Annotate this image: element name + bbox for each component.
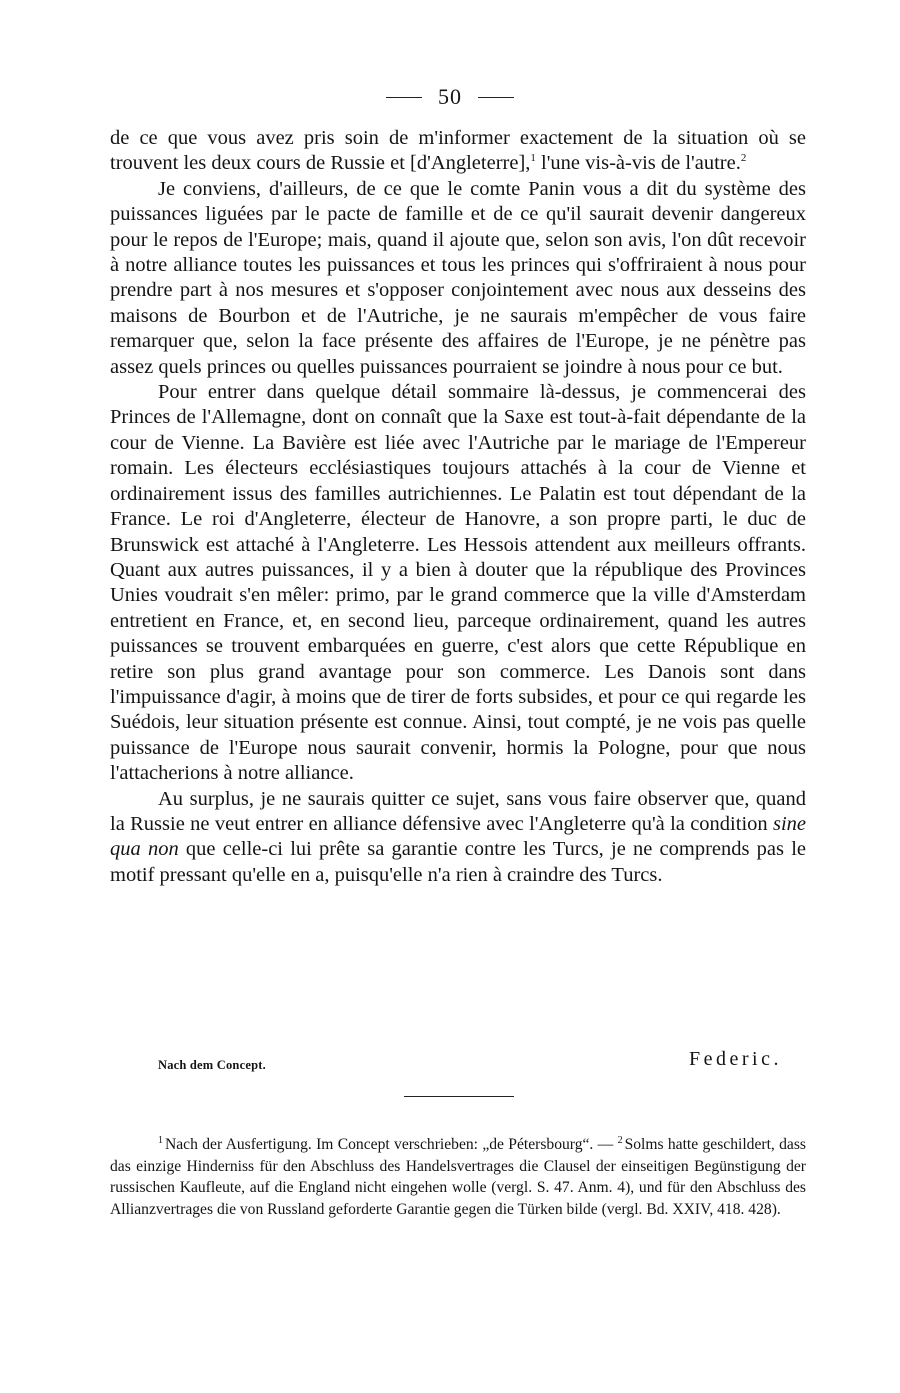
footnotes-text <box>110 1134 806 1220</box>
letter-body <box>110 126 806 888</box>
footnote-2: Solms hatte geschildert, dass das einzige Hinderniss für den Abschluss des Handelsvertrages die Clausel der einseitigen Begünstigung der russischen Kaufleute, auf die England nicht eingehen wolle (vergl. S. 47. Anm. 4), und für den Abschluss des Allianzvertrages die von Russland geforderte Garantie gegen die Türken bilde (vergl. Bd. XXIV, 418. 428). <box>110 1136 806 1218</box>
footnote-marker-2: 2 <box>617 1134 623 1146</box>
page-number: 50 <box>438 84 462 109</box>
page-header <box>0 82 900 112</box>
footnote-1: Nach der Ausfertigung. Im Concept verschrieben: „de Pétersbourg“. — <box>165 1136 614 1153</box>
paragraph-1 <box>110 126 806 177</box>
paragraph-2: Je conviens, d'ailleurs, de ce que le comte Panin vous a dit du système des puissances liguées par le pacte de famille et de ce qu'il saurait devenir dangereux pour le repos de l'Europe; mais, quand il ajoute que, selon son avis, l'on dût recevoir à notre alliance toutes les puissances et tous les princes qui s'offriraient à nous pour prendre part à nos mesures et s'opposer conjointement avec nous aux desseins des maisons de Bourbon et de l'Autriche, je ne saurais m'empêcher de vous faire remarquer que, selon la face présente des affaires de l'Europe, je ne pénètre pas assez quels princes ou quelles puissances pourraient se joindre à nous pour ce but. <box>110 177 806 378</box>
signature: Federic. <box>689 1048 782 1070</box>
paragraph-3: Pour entrer dans quelque détail sommaire là-dessus, je commencerai des Princes de l'Allemagne, dont on connaît que la Saxe est tout-à-fait dépendante de la cour de Vienne. La Bavière est liée avec l'Autriche par le mariage de l'Empereur romain. Les électeurs ecclésiastiques toujours attachés à la cour de Vienne et ordinairement issus des familles autrichiennes. Le Palatin est tout dépendant de la France. Le roi d'Angleterre, électeur de Hanovre, a son propre parti, le duc de Brunswick est attaché à l'Angleterre. Les Hessois attendent aux meilleurs offrants. Quant aux autres puissances, il y a bien à douter que la république des Provinces Unies voudrait s'en mêler: primo, par le grand commerce que la ville d'Amsterdam entretient en France, et, en second lieu, parceque ordinairement, quand les autres puissances se trouvent embarquées en guerre, c'est alors que cette République en retire son plus grand avantage pour son commerce. Les Danois sont dans l'impuissance d'agir, à moins que de tirer de forts subsides, et pour ce qui regarde les Suédois, leur situation présente est connue. Ainsi, tout compté, je ne vois pas quelle puissance de l'Europe nous saurait convenir, hormis la Pologne, pour que nous l'attacherions à notre alliance. <box>110 381 806 785</box>
header-rule-right <box>478 97 514 98</box>
latin-phrase: sine qua non <box>110 812 806 861</box>
footnote-marker-1: 1 <box>158 1134 163 1146</box>
footnote-ref-2: 2 <box>740 152 747 165</box>
header-rule-left <box>386 97 422 98</box>
paragraph-4-text-a: Au surplus, je ne saurais quitter ce sujet, sans vous faire observer que, quand la Russie ne veut entrer en alliance défensive avec l'Angleterre qu'à la condition <box>110 787 806 835</box>
footnote-separator <box>404 1096 514 1097</box>
paragraph-1-text-a: de ce que vous avez pris soin de m'informer exactement de la situation où se trouvent les deux cours de Russie et [d'Angleterre], <box>110 127 806 175</box>
closing-row <box>110 1048 806 1078</box>
source-note: Nach dem Concept. <box>158 1058 266 1072</box>
paragraph-4-text-b: que celle-ci lui prête sa garantie contre les Turcs, je ne comprends pas le motif pressant qu'elle en a, puisqu'elle n'a rien à craindre des Turcs. <box>110 838 806 886</box>
paragraph-1-text-b: l'une vis-à-vis de l'autre. <box>535 152 741 175</box>
footnote-ref-1: 1 <box>530 152 536 165</box>
footnotes <box>110 1134 806 1220</box>
paragraph-4 <box>110 787 806 889</box>
